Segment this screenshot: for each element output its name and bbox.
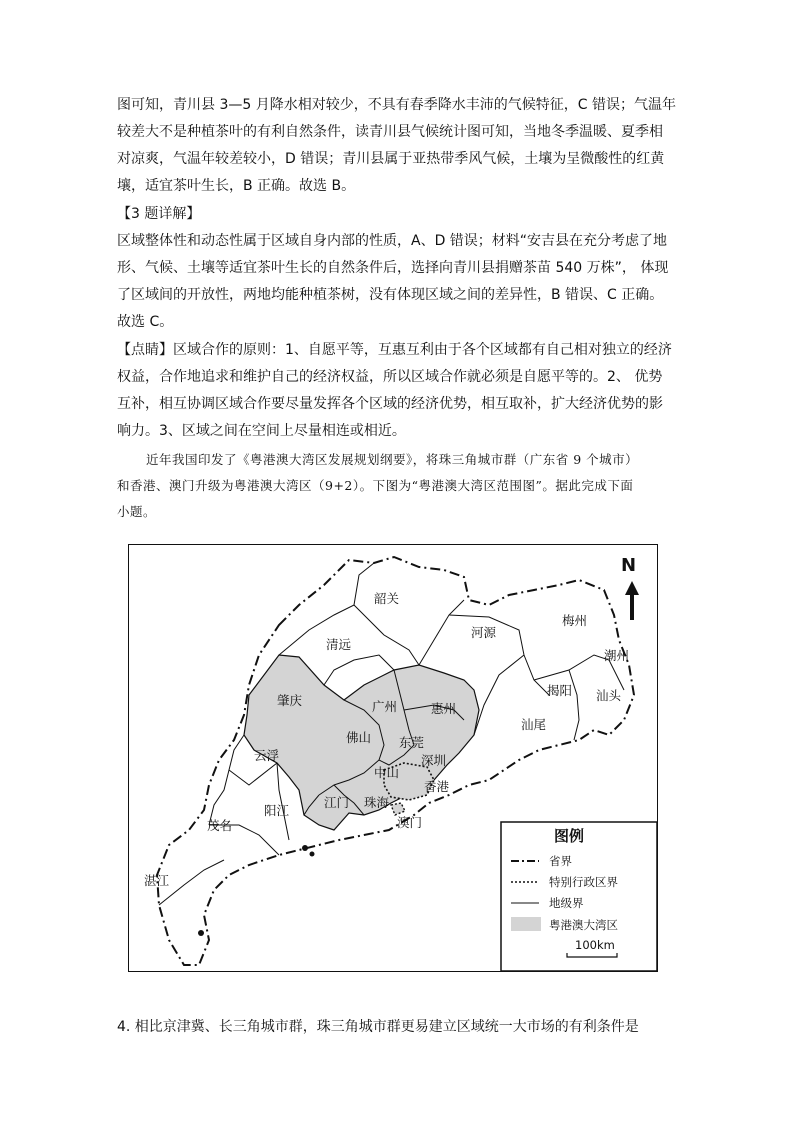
label-foshan: 佛山 <box>346 730 372 745</box>
label-macau: 澳门 <box>397 815 423 830</box>
label-huizhou: 惠州 <box>431 701 457 716</box>
bay-area-map <box>128 544 658 972</box>
label-shanwei: 汕尾 <box>521 717 547 732</box>
label-zhanjiang: 湛江 <box>144 873 170 888</box>
answer-text-line: 对凉爽，气温年较差较小，D 错误；青川县属于亚热带季风气候，土壤为呈微酸性的红黄 <box>117 151 665 167</box>
macau-sar-boundary <box>391 803 405 815</box>
tips-text-line: 【点睛】区域合作的原则：1、自愿平等，互惠互利由于各个区域都有自己相对独立的经济 <box>117 342 672 358</box>
answer-text-line: 区域整体性和动态性属于区域自身内部的性质，A、D 错误；材料“安吉县在充分考虑了地 <box>117 233 668 249</box>
label-zhaoqing: 肇庆 <box>277 693 303 708</box>
label-shantou: 汕头 <box>596 688 622 703</box>
island-mark <box>310 852 315 857</box>
label-yangjiang: 阳江 <box>264 803 290 818</box>
answer-text-line: 较差大不是种植茶叶的有利自然条件，读青川县气候统计图可知，当地冬季温暖、夏季相 <box>117 124 663 140</box>
label-maoming: 茂名 <box>207 818 233 833</box>
label-zhongshan: 中山 <box>374 765 400 780</box>
label-hongkong: 香港 <box>424 779 450 794</box>
label-zhuhai: 珠海 <box>364 795 390 810</box>
legend-title: 图例 <box>554 827 585 845</box>
label-chaozhou: 潮州 <box>604 648 630 663</box>
scale-label: 100km <box>575 938 615 952</box>
tips-text-line: 互补，相互协调区域合作要尽量发挥各个区域的经济优势，相互取补，扩大经济优势的影 <box>117 396 663 412</box>
legend-item: 地级界 <box>549 896 584 910</box>
answer-text-line: 形、气候、土壤等适宜茶叶生长的自然条件后，选择向青川县捐赠茶苗 540 万株”， 体现 <box>117 260 669 276</box>
island-mark <box>302 845 308 851</box>
question-4: 4. 相比京津冀、长三角城市群，珠三角城市群更易建立区域统一大市场的有利条件是 <box>117 1019 639 1035</box>
map-legend <box>501 822 657 971</box>
answer-text-line: 故选 C。 <box>117 314 174 330</box>
map-svg <box>129 545 657 971</box>
legend-item: 省界 <box>549 854 572 868</box>
answer-text-line: 了区域间的开放性，两地均能种植茶树，没有体现区域之间的差异性，B 错误、C 正确。 <box>117 287 664 303</box>
label-shaoguan: 韶关 <box>374 591 400 606</box>
answer-text-line: 图可知，青川县 3—5 月降水相对较少，不具有春季降水丰沛的气候特征，C 错误；气温年 <box>117 97 676 113</box>
legend-item: 粤港澳大湾区 <box>549 918 618 932</box>
legend-item: 特别行政区界 <box>549 875 618 889</box>
north-arrow-icon <box>625 581 639 620</box>
label-meizhou: 梅州 <box>562 613 588 628</box>
question-intro-line: 和香港、澳门升级为粤港澳大湾区（9+2）。下图为“粤港澳大湾区范围图”。据此完成下面 <box>117 478 634 493</box>
question-intro-line: 近年我国印发了《粤港澳大湾区发展规划纲要》，将珠三角城市群（广东省 9 个城市） <box>146 452 639 467</box>
question-intro-line: 小题。 <box>117 504 157 519</box>
legend-bay-swatch <box>511 917 541 931</box>
section-heading: 【3 题详解】 <box>117 206 201 222</box>
label-heyuan: 河源 <box>471 625 497 640</box>
label-qingyuan: 清远 <box>326 637 352 652</box>
island-mark <box>198 930 204 936</box>
label-shenzhen: 深圳 <box>421 753 447 768</box>
label-dongguan: 东莞 <box>399 735 425 750</box>
tips-text-line: 权益，合作地追求和维护自己的经济权益，所以区域合作就必须是自愿平等的。2、 优势 <box>117 369 663 385</box>
label-yunfu: 云浮 <box>254 748 280 763</box>
label-guangzhou: 广州 <box>372 699 398 714</box>
tips-text-line: 响力。3、区域之间在空间上尽量相连或相近。 <box>117 423 406 439</box>
north-label: N <box>621 555 637 576</box>
answer-text-line: 壤，适宜茶叶生长，B 正确。故选 B。 <box>117 178 356 194</box>
label-jieyang: 揭阳 <box>547 683 573 698</box>
label-jiangmen: 江门 <box>324 795 350 810</box>
